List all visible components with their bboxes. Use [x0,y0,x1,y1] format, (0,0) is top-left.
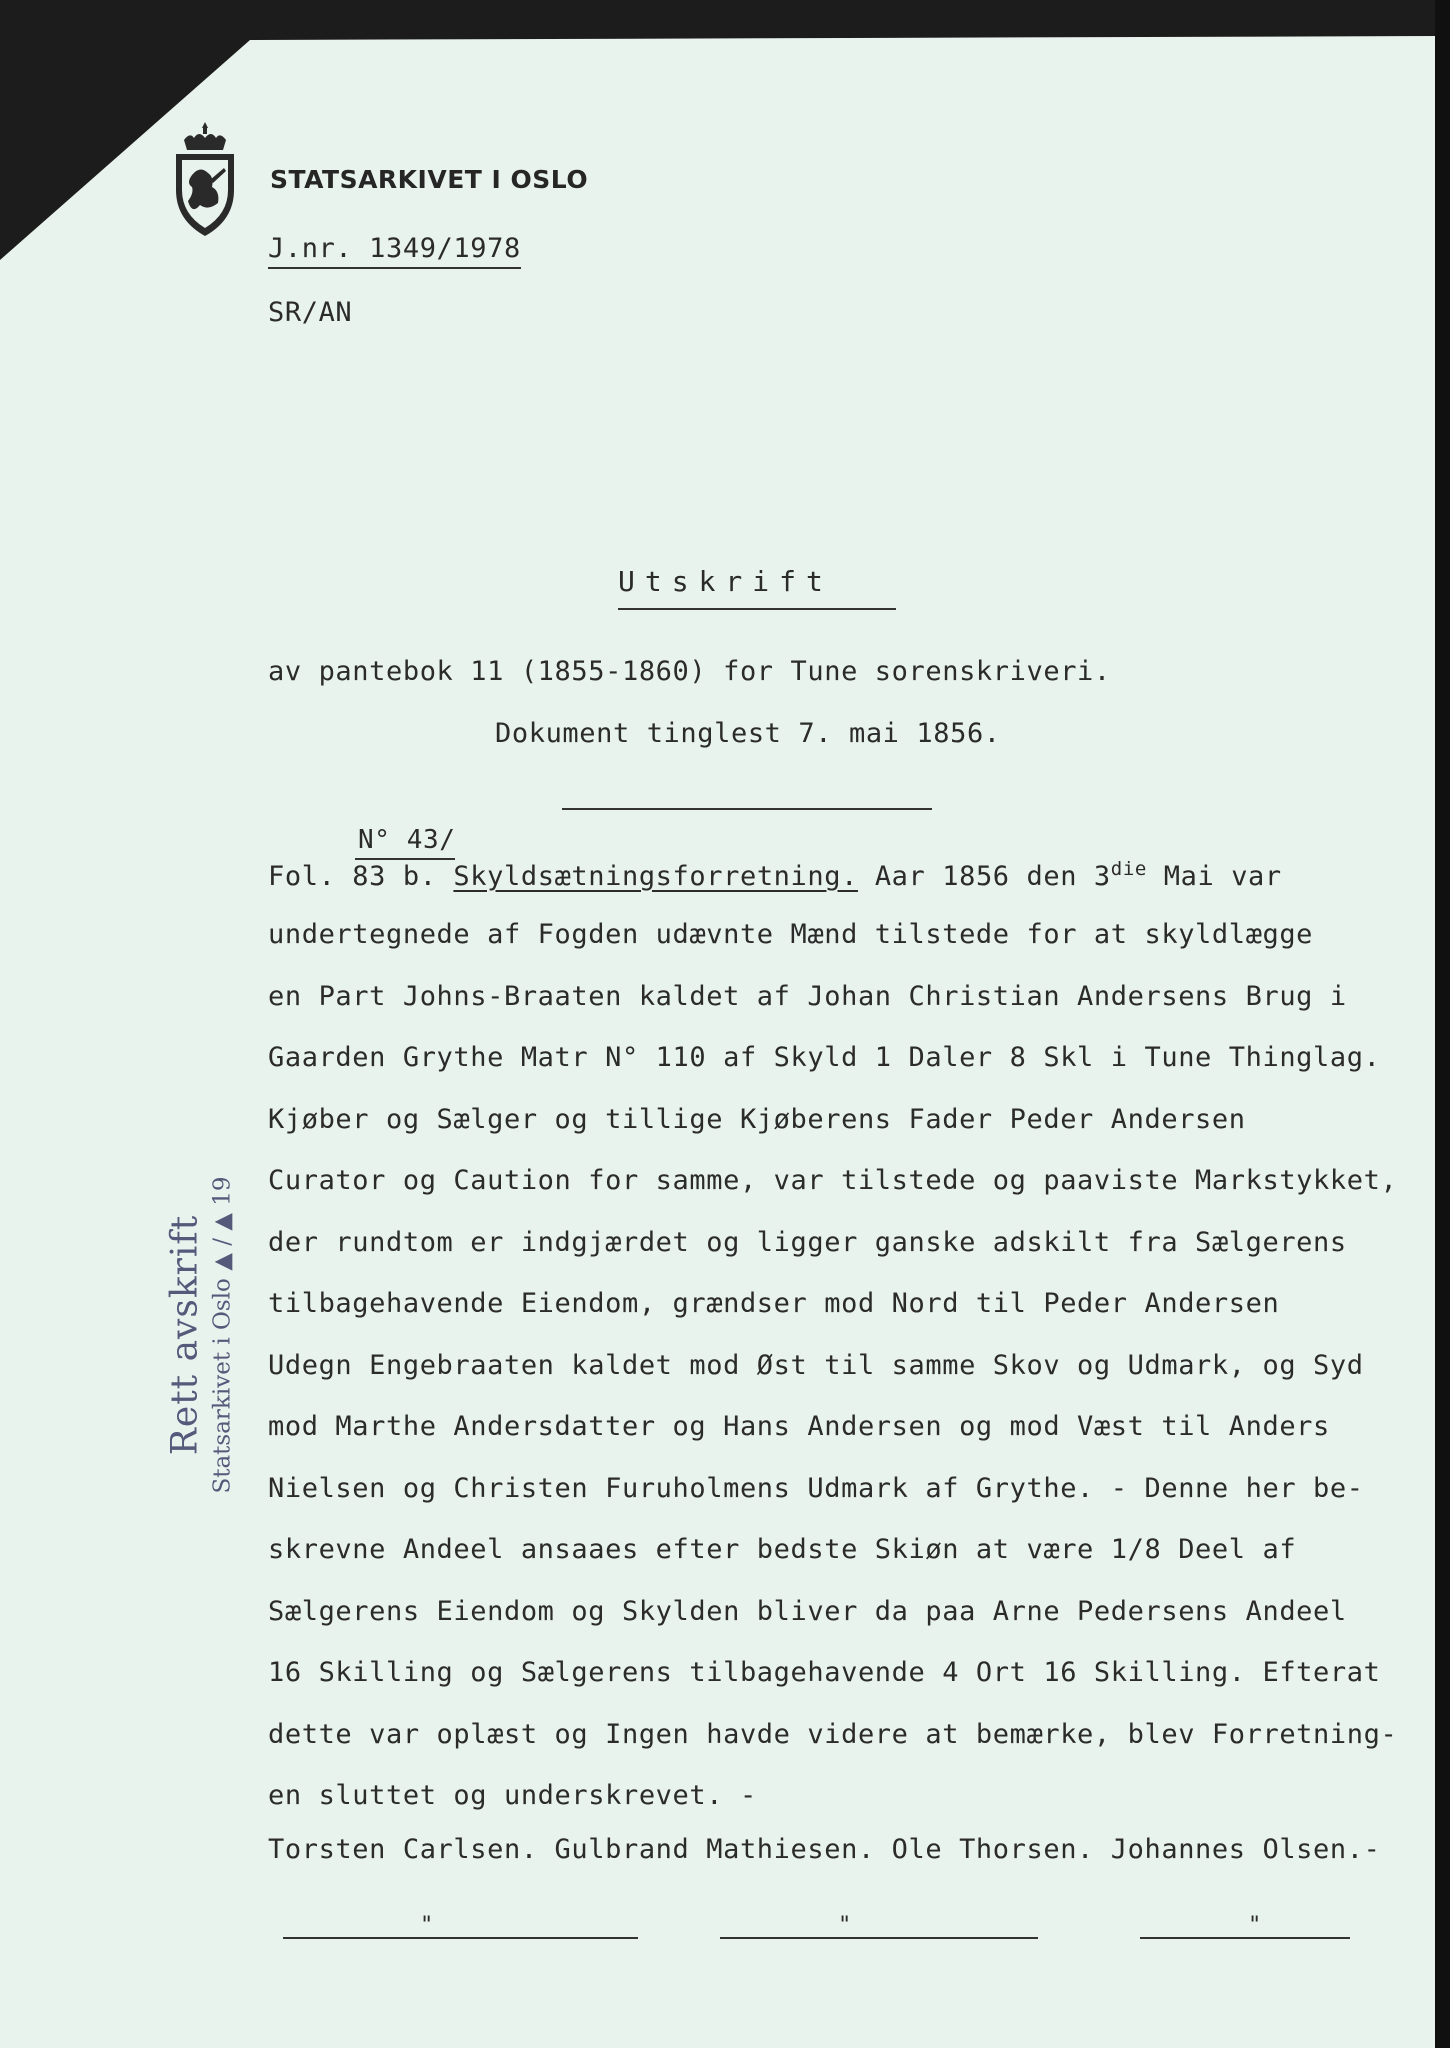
body-line: en Part Johns-Braaten kaldet af Johan Christian Andersens Brug i [268,981,1347,1012]
source-reference: av pantebok 11 (1855-1860) for Tune sorenskriveri. [268,656,1111,687]
body-line: der rundtom er indgjærdet og ligger ganske adskilt fra Sælgerens [268,1227,1347,1258]
body-line: dette var oplæst og Ingen havde videre at bemærke, blev Forretning- [268,1719,1398,1750]
stamp-subtitle: Statsarkivet i Oslo ▲ / ▲ 19 [209,1176,236,1494]
body-line: 16 Skilling og Sælgerens tilbagehavende 4 Ort 16 Skilling. Efterat [268,1657,1381,1688]
entry-number: N° 43/ [358,825,456,855]
certification-stamp [150,1120,250,1550]
document-title: Utskrift [618,565,833,598]
body-line: skrevne Andeel ansaaes efter bedste Skiøn at være 1/8 Deel af [268,1534,1297,1565]
institution-name: STATSARKIVET I OSLO [270,165,589,194]
entry-heading: Skyldsætningsforretning. [453,861,858,892]
stamp-title: Rett avskrift [164,1214,206,1456]
ditto-mark: " [420,1913,434,1938]
body-line: Sælgerens Eiendom og Skylden bliver da paa Arne Pedersens Andeel [268,1596,1347,1627]
body-line: Nielsen og Christen Furuholmens Udmark af Grythe. - Denne her be- [268,1473,1364,1504]
entry-date-a: Aar 1856 den 3 [874,861,1111,892]
title-underline [618,608,896,610]
ditto-mark: " [838,1913,852,1938]
body-line: tilbagehavende Eiendom, grændser mod Nord til Peder Andersen [268,1288,1280,1319]
registration-date: Dokument tinglest 7. mai 1856. [495,718,1001,749]
body-line: undertegnede af Fogden udævnte Mænd tilstede for at skyldlægge [268,919,1314,950]
fol-label: Fol. [268,861,336,892]
fol-reference: 83 b. [352,861,437,892]
entry-date-b: Mai var [1146,861,1282,892]
signatories-line: Torsten Carlsen. Gulbrand Mathiesen. Ole Thorsen. Johannes Olsen.- [268,1834,1381,1865]
signature-line [720,1937,1038,1939]
entry-first-line [268,858,1282,892]
entry-date-sup: die [1110,858,1147,880]
body-line: mod Marthe Andersdatter og Hans Andersen og mod Væst til Anders [268,1411,1330,1442]
body-line: Udegn Engebraaten kaldet mod Øst til samme Skov og Udmark, og Syd [268,1350,1364,1381]
body-line: Kjøber og Sælger og tillige Kjøberens Fader Peder Andersen [268,1104,1246,1135]
separator-line [562,808,932,810]
signature-line [283,1937,638,1939]
body-line: Curator og Caution for samme, var tilstede og paaviste Markstykket, [268,1165,1398,1196]
ditto-mark: " [1248,1913,1262,1938]
scan-edge [1435,0,1450,2048]
signature-line [1140,1937,1350,1939]
body-line: Gaarden Grythe Matr N° 110 af Skyld 1 Daler 8 Skl i Tune Thinglag. [268,1042,1381,1073]
initials: SR/AN [268,297,353,328]
coat-of-arms-icon [170,120,240,240]
journal-number: J.nr. 1349/1978 [268,233,521,269]
body-line: en sluttet og underskrevet. - [268,1780,757,1811]
